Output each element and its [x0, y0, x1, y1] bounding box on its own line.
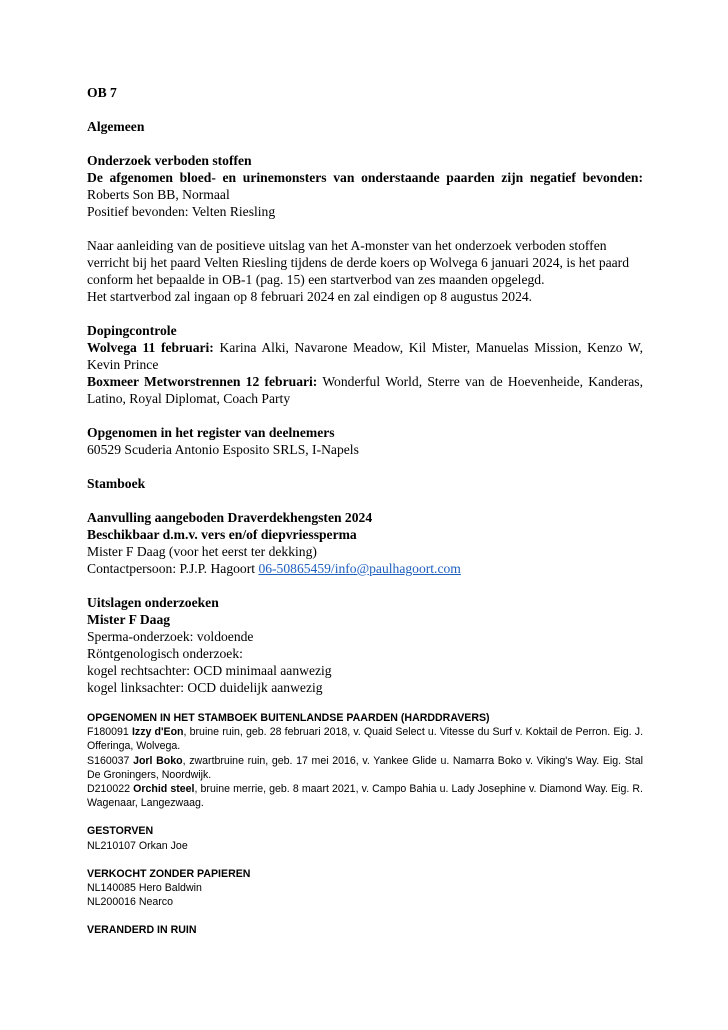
- verboden-heading: Onderzoek verboden stoffen: [87, 153, 252, 168]
- doping-boxmeer: [87, 373, 643, 407]
- uitslagen-line-3: kogel rechtsachter: OCD minimaal aanwezig: [87, 663, 332, 678]
- gestorven-heading: GESTORVEN: [87, 825, 154, 838]
- doping-boxmeer-label: Boxmeer Metworstrennen 12 februari:: [87, 374, 318, 389]
- entry-details: , zwartbruine ruin, geb. 17 mei 2016, v. Yankee Glide u. Namarra Boko v. Viking's Way. Eig. Stal De Groningers, Noordwijk.: [87, 754, 643, 781]
- doping-wolvega: [87, 339, 643, 373]
- buitenlandse-entry: [87, 782, 643, 810]
- doping-wolvega-label: Wolvega 11 februari:: [87, 340, 214, 355]
- buitenlandse-heading: OPGENOMEN IN HET STAMBOEK BUITENLANDSE PAARDEN (HARDDRAVERS): [87, 712, 490, 724]
- uitslagen-heading: Uitslagen onderzoeken: [87, 595, 219, 610]
- entry-name: Orchid steel: [133, 783, 195, 796]
- register-heading: Opgenomen in het register van deelnemers: [87, 425, 335, 440]
- verboden-positive: Positief bevonden: Velten Riesling: [87, 204, 276, 219]
- entry-id: D210022: [87, 783, 134, 796]
- contact-label: Contactpersoon: P.J.P. Hagoort: [87, 561, 259, 576]
- document-page: [87, 84, 643, 938]
- aanvulling-line: Mister F Daag (voor het eerst ter dekking): [87, 544, 317, 559]
- entry-name: Jorl Boko: [133, 754, 183, 767]
- entry-id: S160037: [87, 754, 134, 767]
- buitenlandse-entry: [87, 754, 643, 782]
- aanvulling-contact: [87, 560, 643, 577]
- verboden-negative-value: Roberts Son BB, Normaal: [87, 187, 230, 202]
- veranderd-heading: VERANDERD IN RUIN: [87, 924, 197, 937]
- gestorven-line: NL210107 Orkan Joe: [87, 839, 188, 852]
- entry-name: Izzy d'Eon: [131, 726, 184, 739]
- verkocht-heading: VERKOCHT ZONDER PAPIEREN: [87, 867, 251, 880]
- entry-id: F180091: [87, 726, 132, 739]
- verboden-paragraph: Naar aanleiding van de positieve uitslag van het A-monster van het onderzoek verboden stoffen verricht bij het paard Velten Riesling tijdens de derde koers op Wolvega 6 januari 2024, is het paard conform het bepaalde in OB-1 (pag. 15) een startverbod van zes maanden opgelegd.: [87, 238, 630, 287]
- entry-details: , bruine ruin, geb. 28 februari 2018, v. Quaid Select u. Vitesse du Surf v. Koktail de Perron. Eig. J. Offeringa, Wolvega.: [87, 726, 644, 753]
- register-line: 60529 Scuderia Antonio Esposito SRLS, I-Napels: [87, 442, 359, 457]
- verboden-paragraph-2: Het startverbod zal ingaan op 8 februari 2024 en zal eindigen op 8 augustus 2024.: [87, 289, 533, 304]
- verkocht-line-1: NL140085 Hero Baldwin: [87, 882, 202, 895]
- doping-wolvega-value: Karina Alki, Navarone Meadow, Kil Mister, Manuelas Mission, Kenzo W, Kevin Prince: [87, 340, 643, 372]
- uitslagen-line-1: Sperma-onderzoek: voldoende: [87, 629, 254, 644]
- doping-boxmeer-value: Wonderful World, Sterre van de Hoevenheide, Kanderas, Latino, Royal Diplomat, Coach Party: [87, 374, 643, 406]
- doping-heading: Dopingcontrole: [87, 323, 177, 338]
- section-stamboek: Stamboek: [87, 476, 146, 491]
- verboden-negative-label: De afgenomen bloed- en urinemonsters van onderstaande paarden zijn negatief bevonden:: [87, 170, 643, 185]
- entry-details: , bruine merrie, geb. 8 maart 2021, v. Campo Bahia u. Lady Josephine v. Diamond Way. Eig. R. Wagenaar, Langezwaag.: [87, 783, 643, 810]
- ob-number: OB 7: [87, 85, 117, 100]
- contact-link[interactable]: 06-50865459/info@paulhagoort.com: [258, 561, 461, 576]
- uitslagen-subheading: Mister F Daag: [87, 612, 171, 627]
- buitenlandse-entry: [87, 725, 643, 753]
- section-algemeen: Algemeen: [87, 119, 145, 134]
- verkocht-line-2: NL200016 Nearco: [87, 896, 173, 909]
- aanvulling-subheading: Beschikbaar d.m.v. vers en/of diepvriessperma: [87, 527, 357, 542]
- uitslagen-line-2: Röntgenologisch onderzoek:: [87, 646, 243, 661]
- uitslagen-line-4: kogel linksachter: OCD duidelijk aanwezig: [87, 680, 323, 695]
- aanvulling-heading: Aanvulling aangeboden Draverdekhengsten 2024: [87, 510, 373, 525]
- verboden-negative: [87, 169, 643, 203]
